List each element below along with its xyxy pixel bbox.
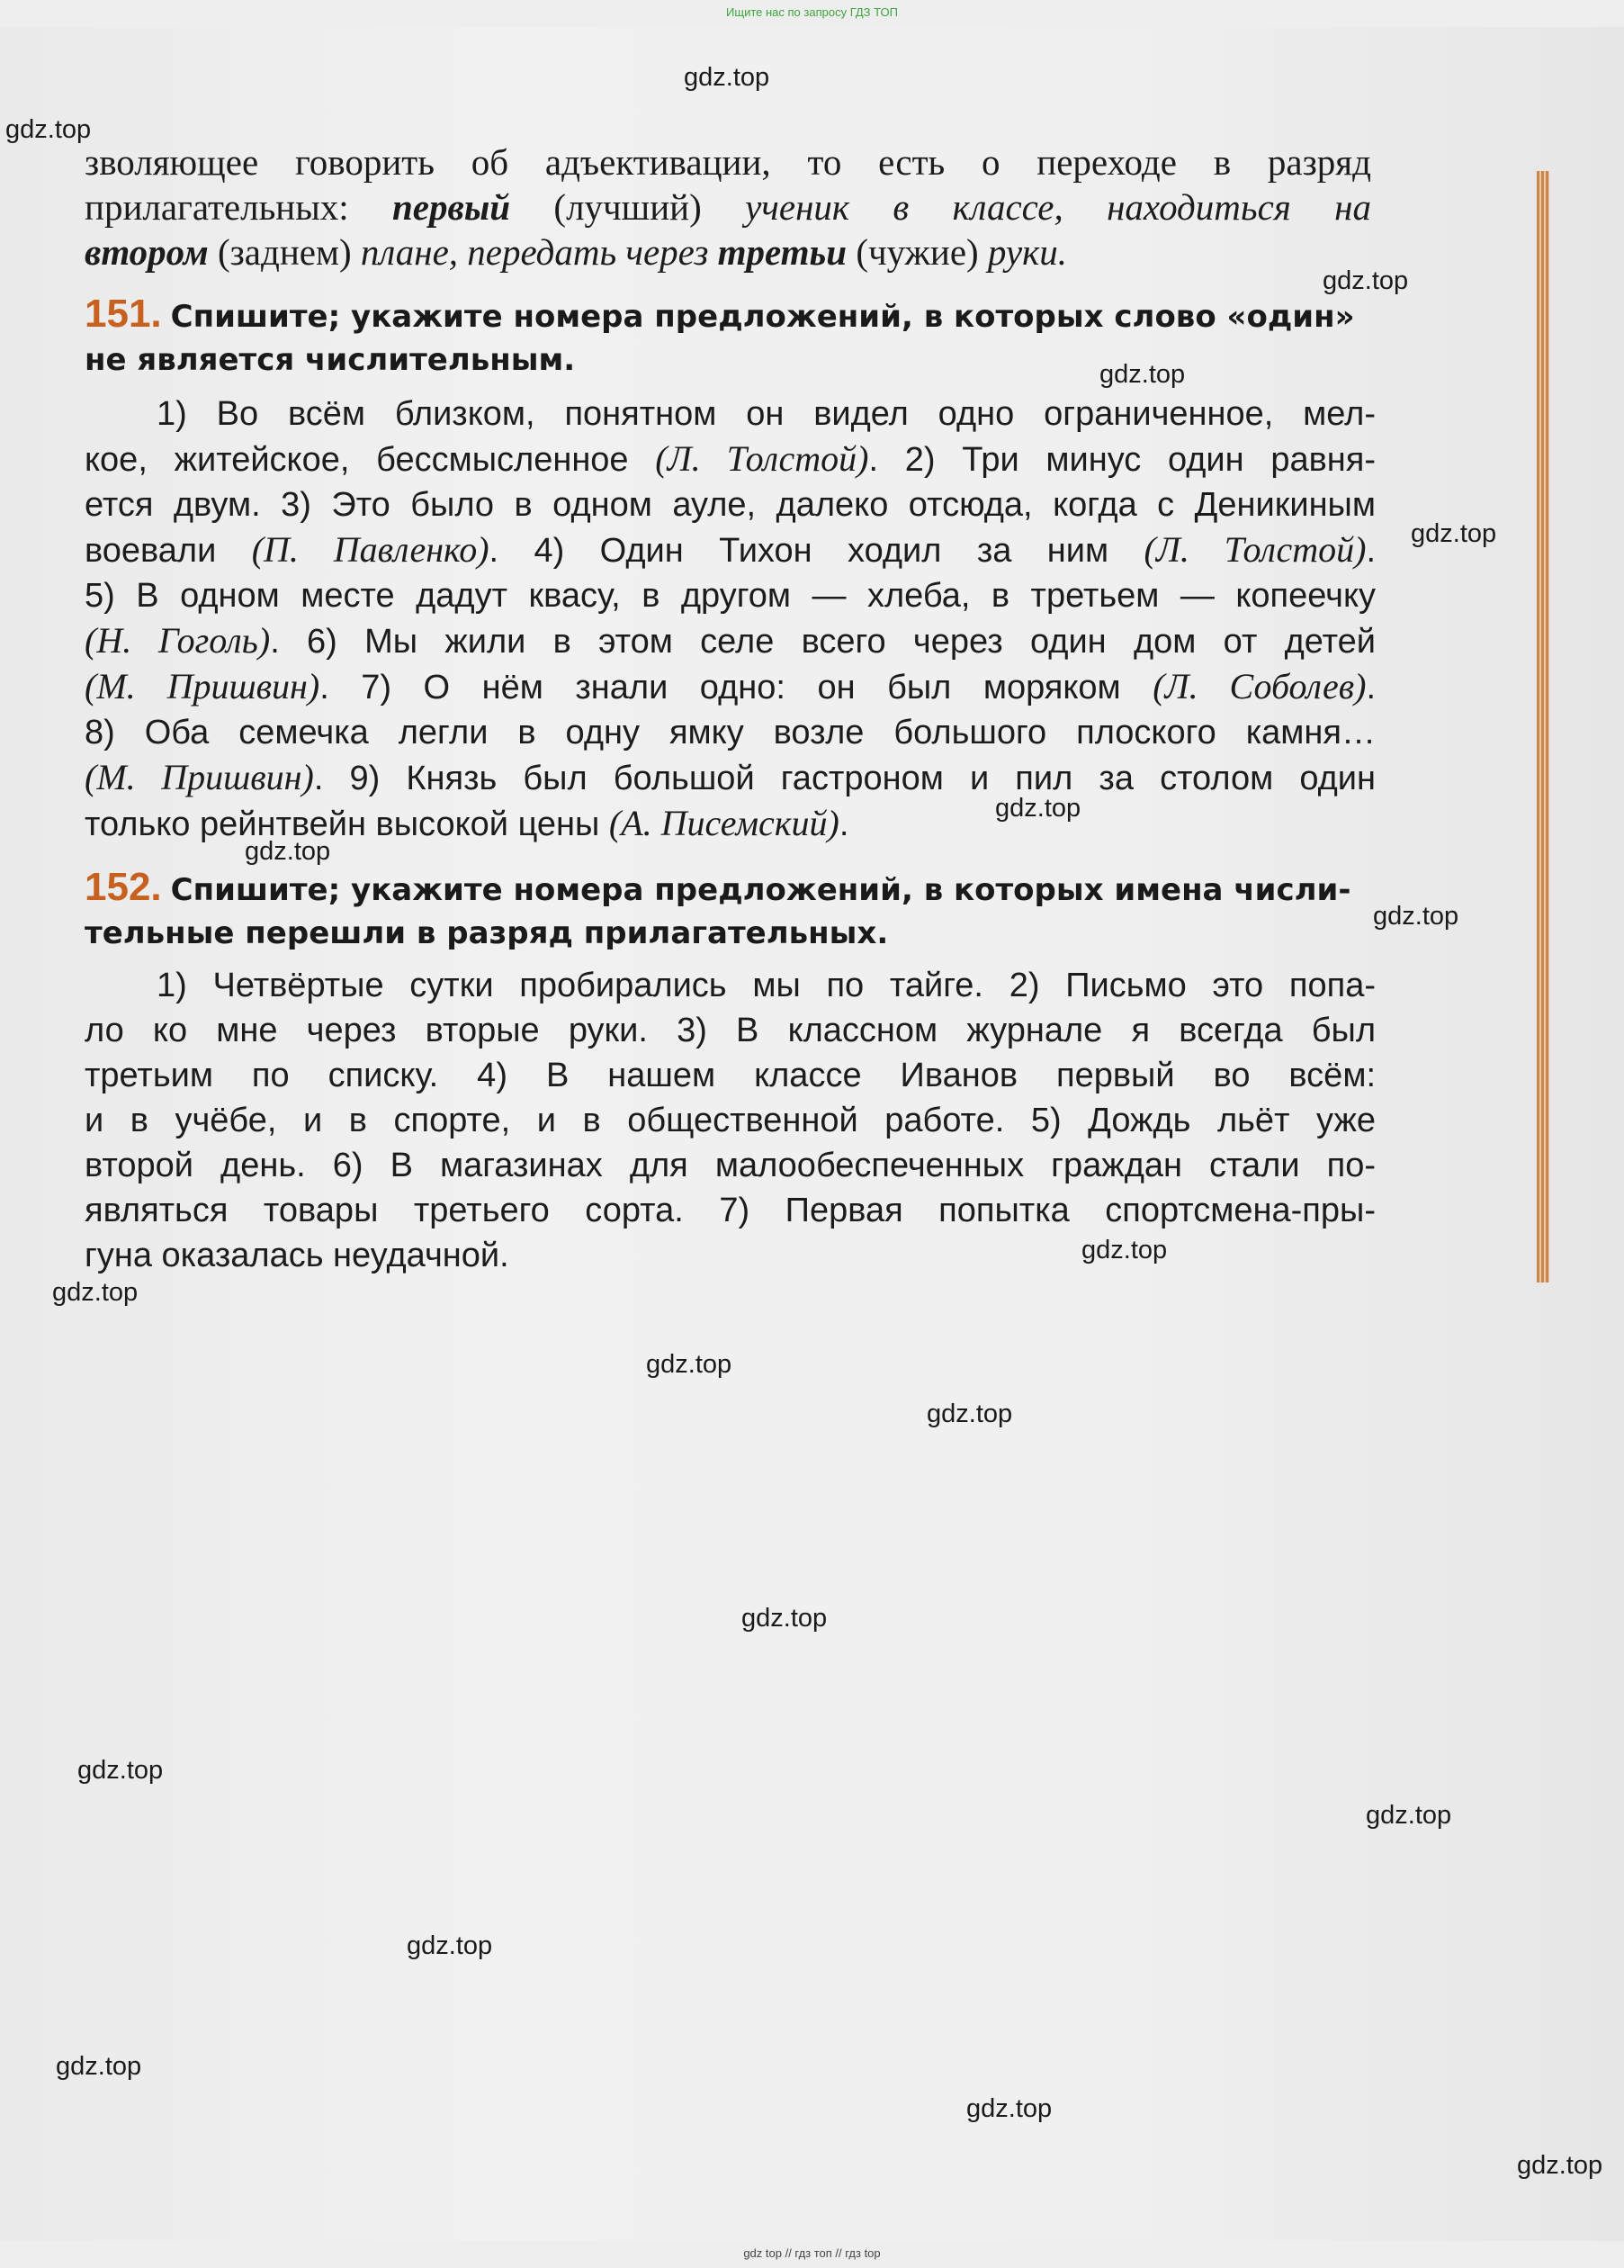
task-152-heading <box>85 866 1380 955</box>
task-152-title-2: тельные перешли в разряд прилагательных. <box>85 915 889 951</box>
intro-line-2 <box>85 184 1371 230</box>
watermark: gdz.top <box>52 1278 139 1307</box>
task-151-text <box>85 392 1376 847</box>
watermark: gdz.top <box>927 1400 1013 1428</box>
text-part: . 6) Мы жили в этом селе всего через один дом от детей <box>270 623 1377 661</box>
author-ref: (Л. Толстой) <box>655 438 869 479</box>
intro-line-3 <box>85 230 1371 274</box>
text-line: ется двум. 3) Это было в одном ауле, далеко отсюда, когда с Деникиным <box>85 486 1376 524</box>
watermark: gdz.top <box>1323 266 1409 295</box>
text-line: являться товары третьего сорта. 7) Первая попытка спортсмена-пры- <box>85 1192 1376 1229</box>
intro-text: (чужие) <box>847 231 988 273</box>
author-ref: (Л. Соболев) <box>1153 666 1367 706</box>
intro-text: (лучший) <box>510 186 746 228</box>
author-ref: (М. Пришвин) <box>85 757 314 797</box>
task-151-heading <box>85 292 1380 382</box>
watermark: gdz.top <box>77 1756 164 1785</box>
text-line: третьим по списку. 4) В нашем классе Иванов первый во всём: <box>85 1057 1376 1094</box>
text-line <box>85 664 1376 710</box>
text-line: ло ко мне через вторые руки. 3) В классном журнале я всегда был <box>85 1012 1376 1049</box>
task-152-title-1: Спишите; укажите номера предложений, в которых имена числи- <box>170 872 1351 908</box>
watermark: gdz.top <box>56 2052 142 2081</box>
watermark: gdz.top <box>1373 902 1459 931</box>
example-phrase: плане, передать через <box>360 231 718 273</box>
example-phrase: ученик в классе, находиться на <box>745 186 1372 228</box>
author-ref: (Л. Толстой) <box>1144 529 1367 570</box>
intro-paragraph <box>85 140 1371 274</box>
text-part: . 2) Три минус один равня- <box>868 441 1377 479</box>
example-word-first: первый <box>392 186 511 228</box>
text-line <box>85 755 1376 801</box>
task-152-number: 152. <box>85 865 162 909</box>
example-word-third: третьи <box>717 231 848 273</box>
watermark: gdz.top <box>1081 1236 1168 1264</box>
text-part: . 4) Один Тихон ходил за ним <box>489 532 1144 570</box>
intro-text: прилагательных: <box>85 186 392 228</box>
watermark: gdz.top <box>646 1350 732 1379</box>
footer-note: gdz top // гдз топ // гдз top <box>743 2246 881 2260</box>
text-line: второй день. 6) В магазинах для малообеспеченных граждан стали по- <box>85 1147 1376 1184</box>
text-line: 5) В одном месте дадут квасу, в другом — хлеба, в третьем — копеечку <box>85 577 1376 615</box>
author-ref: (М. Пришвин) <box>85 666 320 706</box>
example-word-second: втором <box>85 231 209 273</box>
text-part: только рейнтвейн высокой цены <box>85 806 609 843</box>
text-line <box>85 527 1376 573</box>
intro-line-1: зволяющее говорить об адъективации, то есть о переходе в разряд <box>85 141 1371 183</box>
watermark: gdz.top <box>1366 1801 1452 1830</box>
watermark: gdz.top <box>407 1931 493 1960</box>
task-151-number: 151. <box>85 292 162 336</box>
text-part: воевали <box>85 532 252 570</box>
watermark: gdz.top <box>1099 360 1186 389</box>
text-part: кое, житейское, бессмысленное <box>85 441 656 479</box>
task-151-title-1: Спишите; укажите номера предложений, в которых слово «один» <box>170 299 1355 335</box>
text-part: . <box>839 806 849 843</box>
watermark: gdz.top <box>1411 519 1497 548</box>
author-ref: (Н. Гоголь) <box>85 620 271 661</box>
example-phrase: руки. <box>987 231 1068 273</box>
text-line: 1) Четвёртые сутки пробирались мы по тайге. 2) Письмо это попа- <box>157 967 1376 1004</box>
task-151-title-2: не является числительным. <box>85 342 576 378</box>
text-line <box>85 618 1376 664</box>
text-part: . <box>1366 532 1376 570</box>
margin-decor-rule <box>1537 171 1549 1282</box>
text-part: . <box>1366 669 1376 706</box>
text-line: 8) Оба семечка легли в одну ямку возле большого плоского камня… <box>85 714 1376 752</box>
watermark: gdz.top <box>684 63 770 92</box>
text-part: . 7) О нём знали одно: он был моряком <box>319 669 1153 706</box>
intro-text: (заднем) <box>208 231 361 273</box>
text-line: 1) Во всём близком, понятном он видел одно ограниченное, мел- <box>157 395 1376 433</box>
header-note: Ищите нас по запросу ГДЗ ТОП <box>726 5 898 19</box>
watermark: gdz.top <box>966 2094 1053 2123</box>
task-152-text <box>85 963 1376 1278</box>
watermark: gdz.top <box>1517 2151 1603 2180</box>
author-ref: (А. Писемский) <box>608 803 839 843</box>
watermark: gdz.top <box>5 115 92 144</box>
watermark: gdz.top <box>741 1604 828 1633</box>
text-line: и в учёбе, и в спорте, и в общественной работе. 5) Дождь льёт уже <box>85 1102 1376 1139</box>
text-part: . 9) Князь был большой гастроном и пил за столом один <box>313 760 1377 797</box>
text-line: гуна оказалась неудачной. <box>85 1237 509 1274</box>
watermark: gdz.top <box>245 837 331 866</box>
text-line <box>85 436 1376 482</box>
author-ref: (П. Павленко) <box>251 529 489 570</box>
book-page <box>0 27 1624 2241</box>
watermark: gdz.top <box>995 794 1081 823</box>
